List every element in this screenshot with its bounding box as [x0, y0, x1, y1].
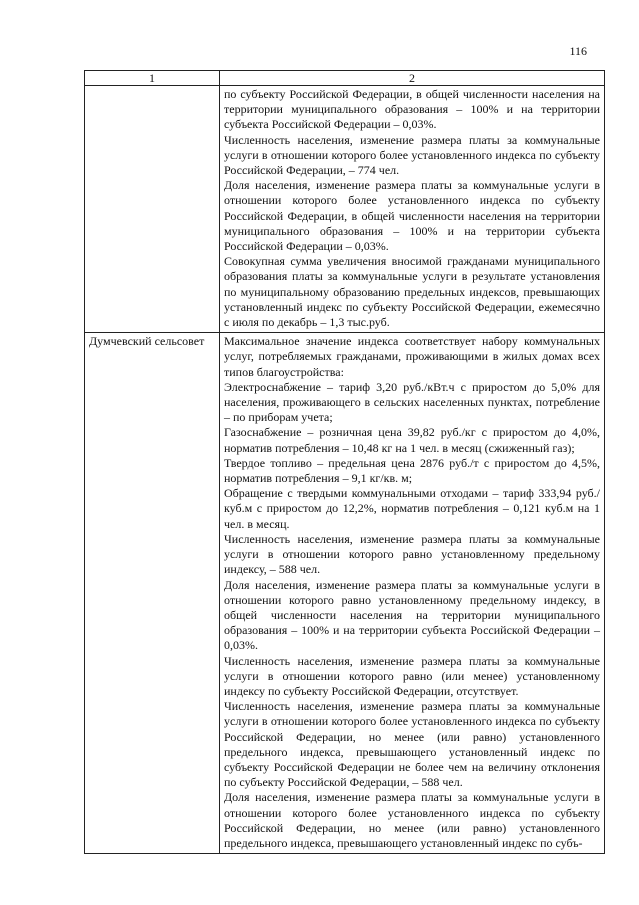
paragraph: по субъекту Российской Федерации, в общей численности населения на территории муниципального образования – 100% и на территории субъекта Российской Федерации – 0,03%.: [224, 87, 600, 132]
table-row: [85, 86, 605, 333]
paragraph: Максимальное значение индекса соответствует набору коммунальных услуг, потребляемых гражданами, проживающими в жилых домах всех типов благоустройства:: [224, 334, 600, 379]
table-header-row: [85, 71, 605, 86]
paragraph: Электроснабжение – тариф 3,20 руб./кВт.ч с приростом до 5,0% для населения, проживающего в сельских населенных пунктах, потребление – по приборам учета;: [224, 379, 600, 425]
paragraph: Численность населения, изменение размера платы за коммунальные услуги в отношении которого более установленного индекса по субъекту Российской Федерации, – 774 чел.: [224, 132, 600, 178]
description-cell: [220, 86, 605, 333]
municipality-name-cell: [85, 86, 220, 333]
paragraph: Доля населения, изменение размера платы за коммунальные услуги в отношении которого более установленного индекса по субъекту Российской Федерации, но менее (или равно) установленного предельного индекса, превышающего установленный индекс по субъ-: [224, 790, 600, 850]
paragraph: Доля населения, изменение размера платы за коммунальные услуги в отношении которого равно установленному предельному индексу, в общей численности населения на территории муниципального образования – 100% и на территории субъекта Российской Федерации – 0,03%.: [224, 577, 600, 653]
description-cell: [220, 333, 605, 854]
column-header: 2: [220, 71, 605, 86]
column-header: 1: [85, 71, 220, 86]
paragraph: Совокупная сумма увеличения вносимой гражданами муниципального образования платы за коммунальные услуги в результате установления по муниципальному образованию предельных индексов, превышающих установленный индекс по субъекту Российской Федерации, ежемесячно с июля по декабрь – 1,3 тыс.руб.: [224, 254, 600, 330]
paragraph: Численность населения, изменение размера платы за коммунальные услуги в отношении которого равно установленному предельному индексу, – 588 чел.: [224, 531, 600, 577]
municipality-name-cell: Думчевский сельсовет: [85, 333, 220, 854]
paragraph: Обращение с твердыми коммунальными отходами – тариф 333,94 руб./куб.м с приростом до 12,2%, норматив потребления – 0,121 куб.м на 1 чел. в месяц.: [224, 486, 600, 531]
paragraph: Численность населения, изменение размера платы за коммунальные услуги в отношении которого более установленного индекса по субъекту Российской Федерации, но менее (или равно) установленного предельного индекса, превышающего установленный индекс по субъекту Российской Федерации не более чем на величину отклонения по субъекту Российской Федерации, – 588 чел.: [224, 699, 600, 790]
table-row: [85, 333, 605, 854]
paragraph: Доля населения, изменение размера платы за коммунальные услуги в отношении которого более установленного индекса по субъекту Российской Федерации, в общей численности населения на территории муниципального образования – 100% и на территории субъекта Российской Федерации – 0,03%.: [224, 178, 600, 254]
page-number: 116: [569, 44, 587, 58]
document-table: [84, 70, 605, 854]
paragraph: Численность населения, изменение размера платы за коммунальные услуги в отношении которого равно (или менее) установленному индексу по субъекту Российской Федерации, отсутствует.: [224, 653, 600, 698]
paragraph: Газоснабжение – розничная цена 39,82 руб./кг с приростом до 4,0%, норматив потребления – 10,48 кг на 1 чел. в месяц (сжиженный газ);: [224, 425, 600, 455]
paragraph: Твердое топливо – предельная цена 2876 руб./т с приростом до 4,5%, норматив потребления – 9,1 кг/кв. м;: [224, 455, 600, 486]
